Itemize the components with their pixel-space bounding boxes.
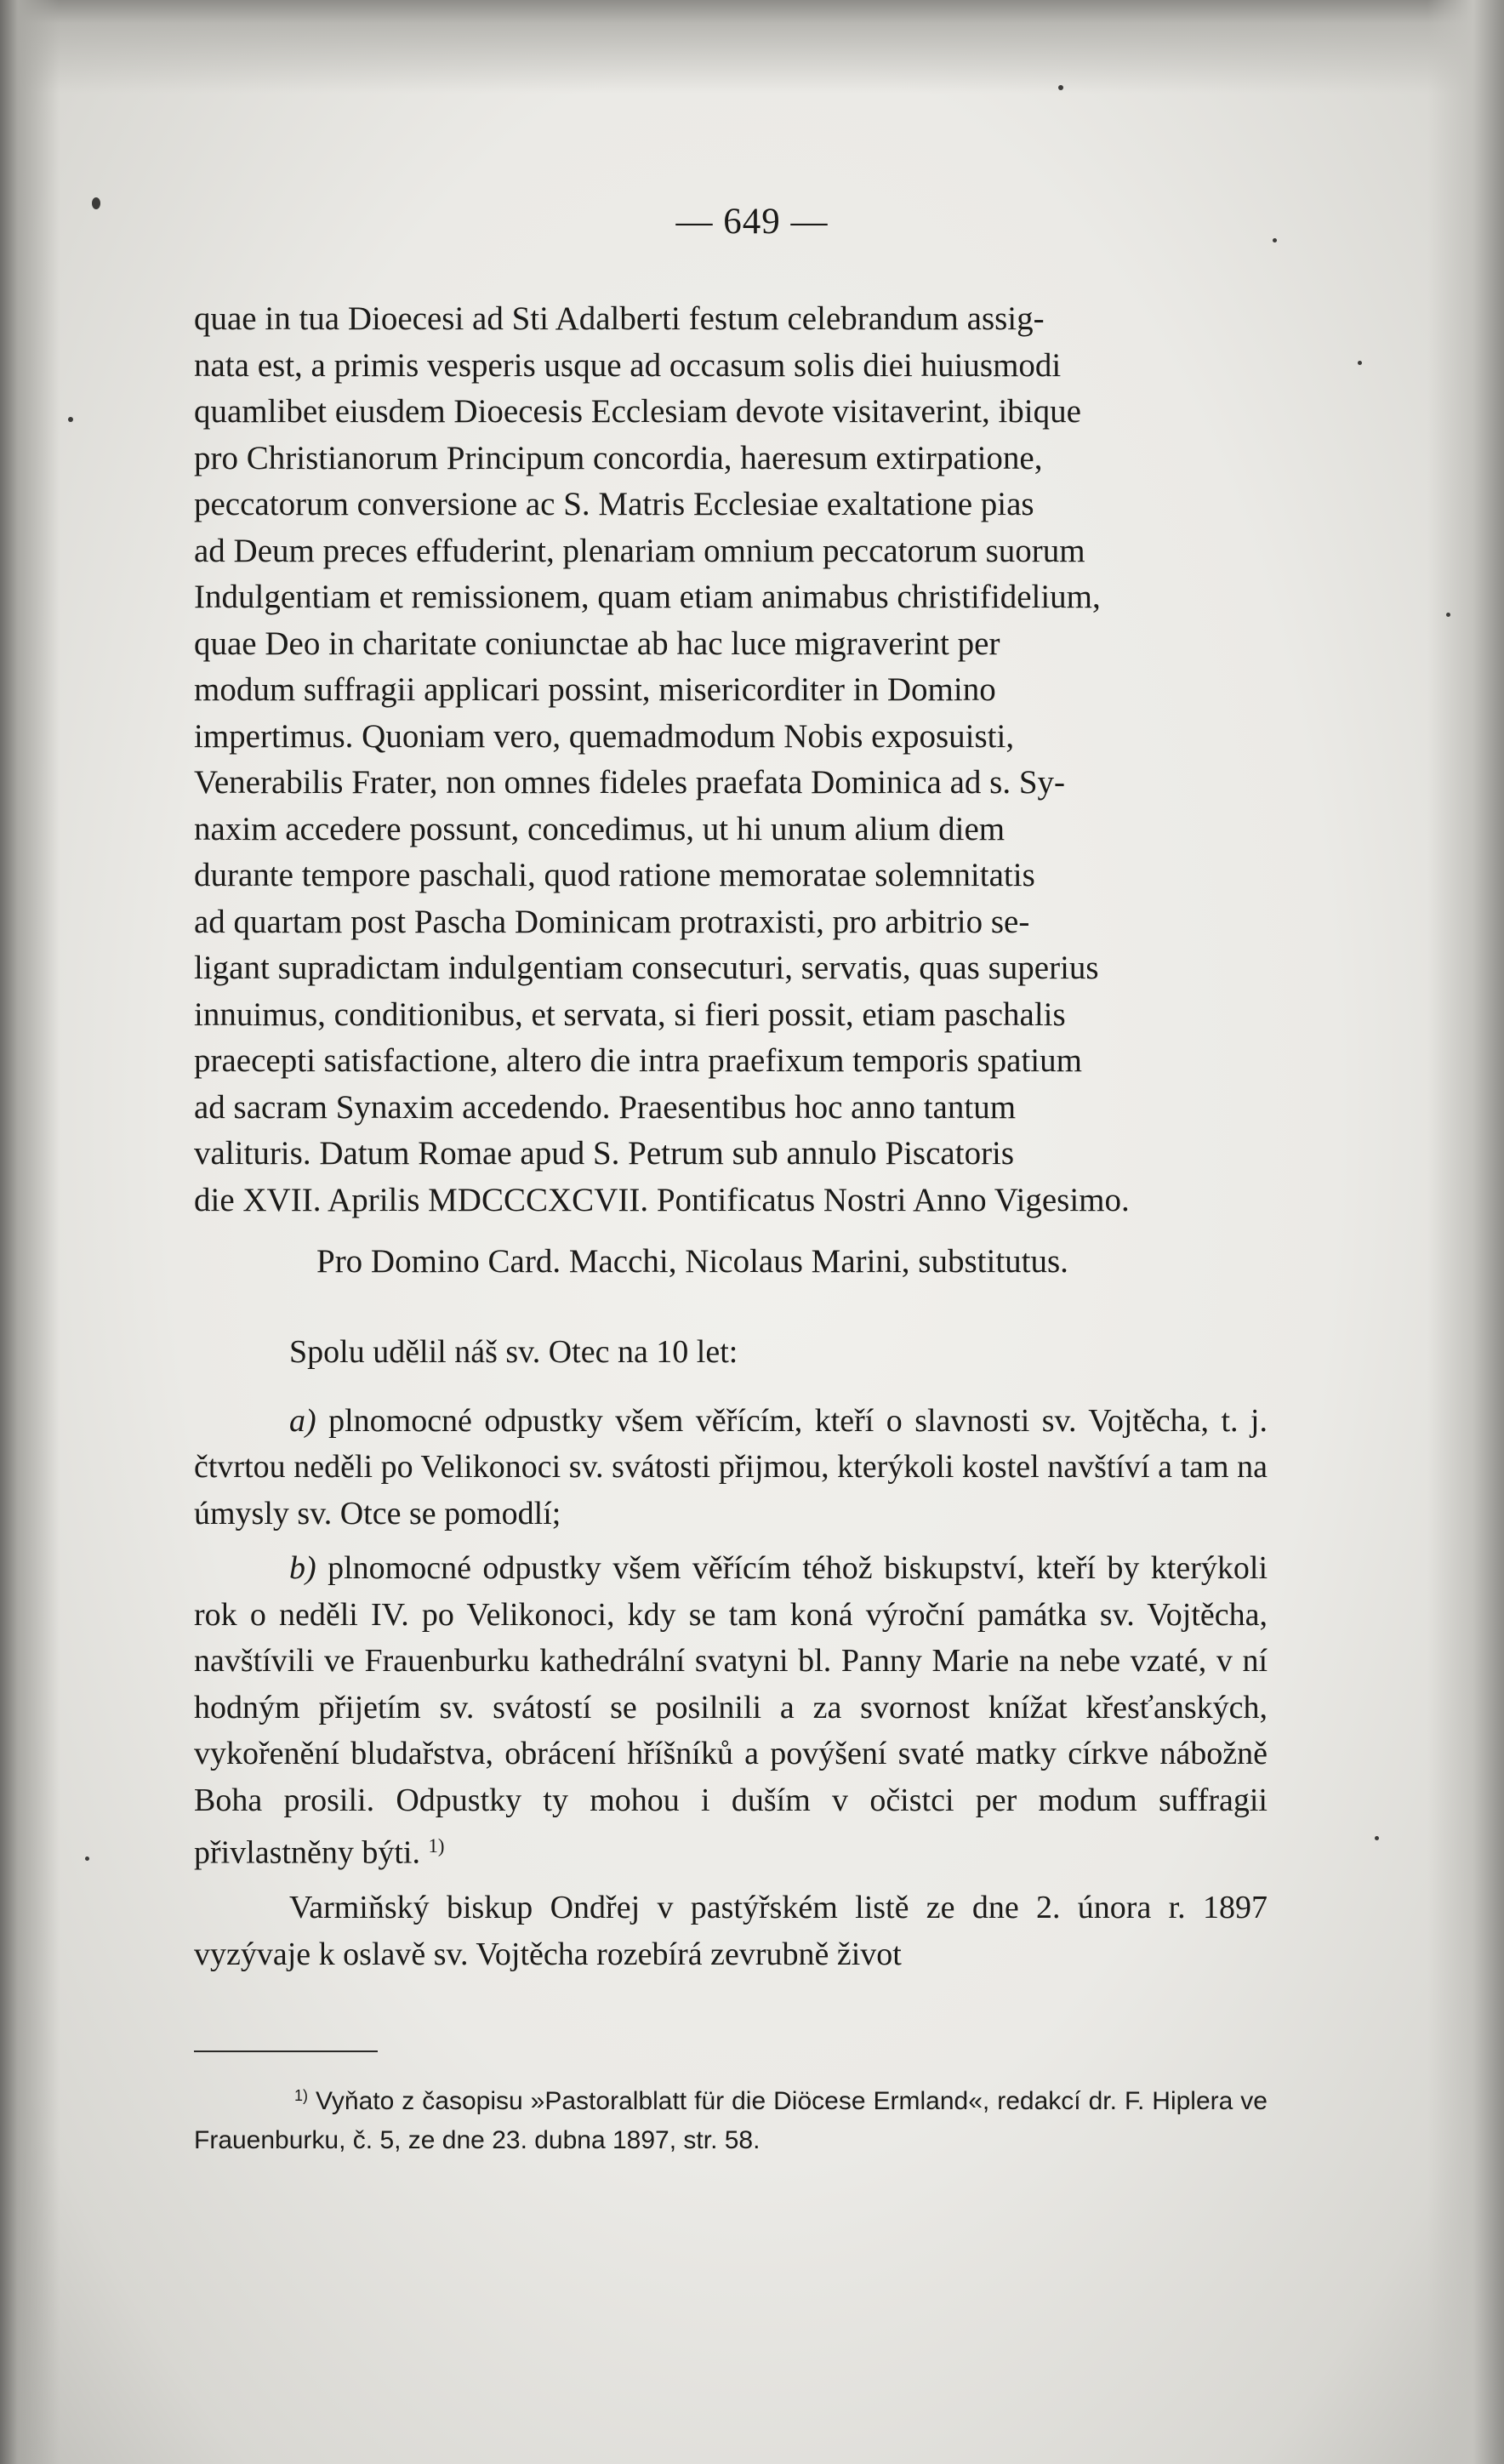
footnote-divider — [194, 2050, 378, 2052]
signature-line: Pro Domino Card. Macchi, Nicolaus Marini, substitutus. — [316, 1243, 1068, 1280]
latin-line: ad Deum preces effuderint, plenariam omnium peccatorum suorum — [194, 532, 1085, 569]
scan-speck — [1375, 1836, 1379, 1840]
latin-line: Indulgentiam et remissionem, quam etiam animabus christifidelium, — [194, 579, 1101, 615]
latin-line: quae Deo in charitate coniunctae ab hac luce migraverint per — [194, 625, 1000, 662]
latin-line: valituris. Datum Romae apud S. Petrum sub annulo Piscatoris — [194, 1135, 1015, 1172]
latin-line: quamlibet eiusdem Dioecesis Ecclesiam devote visitaverint, ibique — [194, 393, 1081, 430]
latin-line: durante tempore paschali, quod ratione memoratae solemnitatis — [194, 857, 1035, 893]
item-a-text: plnomocné odpustky všem věřícím, kteří o slavnosti sv. Vojtěcha, t. j. čtvrtou neděli po Velikonoci sv. svátosti přijmou, kterýkoli kostel navštíví a tam na úmysly sv. Otce se pomodlí; — [194, 1402, 1268, 1531]
scan-shadow-right — [1427, 0, 1504, 2464]
list-item-a — [194, 1398, 1268, 1537]
latin-line: pro Christianorum Principum concordia, haeresum extirpatione, — [194, 439, 1043, 476]
latin-line: nata est, a primis vesperis usque ad occasum solis diei huiusmodi — [194, 346, 1062, 384]
scan-speck — [1446, 613, 1450, 617]
page-number: — 649 — — [675, 202, 829, 242]
scan-speck — [68, 417, 73, 422]
latin-line: naxim accedere possunt, concedimus, ut hi unum alium diem — [194, 810, 1006, 847]
latin-line: praecepti satisfactione, altero die intra praefixum temporis spatium — [194, 1042, 1082, 1079]
latin-line: ad sacram Synaxim accedendo. Praesentibus hoc anno tantum — [194, 1088, 1017, 1126]
latin-line: Venerabilis Frater, non omnes fideles praefata Dominica ad s. Sy- — [194, 764, 1066, 801]
scan-speck — [85, 1857, 89, 1861]
item-marker-a: a) — [289, 1402, 316, 1439]
closing-paragraph: Varmiňský biskup Ondřej v pastýřském listě ze dne 2. února r. 1897 vyzývaje k oslavě sv. Vojtěcha rozebírá zevrubně život — [194, 1890, 1268, 1972]
latin-line: innuimus, conditionibus, et servata, si fieri possit, etiam paschalis — [194, 995, 1066, 1033]
item-marker-b: b) — [289, 1550, 316, 1586]
czech-intro: Spolu udělil náš sv. Otec na 10 let: — [289, 1334, 738, 1370]
czech-text-block — [194, 1329, 1268, 1982]
scan-speck — [1058, 85, 1063, 90]
item-b-text: plnomocné odpustky všem věřícím téhož biskupství, kteří by kterýkoli rok o neděli IV. po Velikonoci, kdy se tam koná výroční památka sv. Vojtěcha, navštívili ve Frauenburku kathedrální svatyni bl. Panny Marie na nebe vzaté, v ní hodným přijetím sv. svátostí se posilnili a za svornost knížat křesťanských, vykořenění bludařstva, obrácení hříšníků a povýšení svaté matky církve nábožně Boha prosili. Odpustky ty mohou i duším v očistci per modum suffragii přivlastněny býti. — [194, 1550, 1268, 1871]
latin-line: modum suffragii applicari possint, misericorditer in Domino — [194, 671, 996, 708]
footnote-marker: 1) — [294, 2087, 309, 2104]
footnote-reference: 1) — [428, 1835, 445, 1857]
latin-line: peccatorum conversione ac S. Matris Ecclesiae exaltatione pias — [194, 486, 1034, 522]
footnote — [194, 2076, 1268, 2160]
latin-text-block — [194, 296, 1268, 1223]
latin-line: ad quartam post Pascha Dominicam protraxisti, pro arbitrio se- — [194, 903, 1030, 940]
scan-shadow-top — [0, 0, 1504, 94]
latin-line: die XVII. Aprilis MDCCCXCVII. Pontificatus Nostri Anno Vigesimo. — [194, 1181, 1130, 1218]
footnote-body — [194, 2076, 1268, 2160]
footnote-text: Vyňato z časopisu »Pastoralblatt für die Diöcese Ermland«, redakcí dr. F. Hiplera ve Frauenburku, č. 5, ze dne 23. dubna 1897, str. 58. — [194, 2086, 1268, 2154]
latin-line: ligant supradictam indulgentiam consecuturi, servatis, quas superius — [194, 950, 1099, 986]
latin-line: impertimus. Quoniam vero, quemadmodum Nobis exposuisti, — [194, 717, 1015, 755]
scan-shadow-left — [0, 0, 60, 2464]
latin-line: quae in tua Dioecesi ad Sti Adalberti festum celebrandum assig- — [194, 300, 1045, 337]
scan-speck — [1358, 361, 1362, 365]
list-item-b — [194, 1545, 1268, 1876]
